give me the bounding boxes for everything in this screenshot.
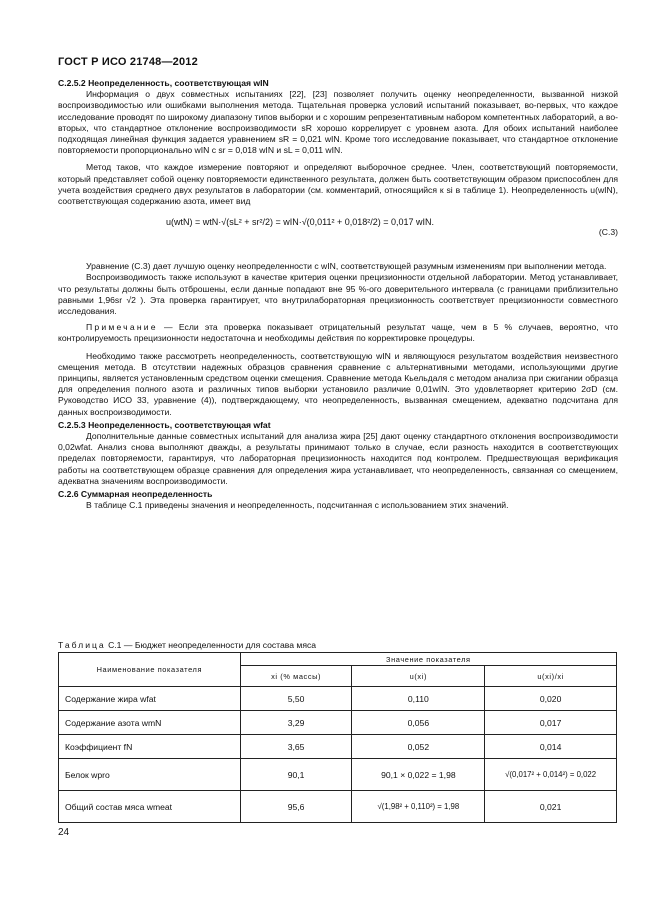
equation-number: (C.3) — [598, 227, 618, 238]
note — [58, 322, 618, 344]
table-cell: √(0,017² + 0,014²) = 0,022 — [485, 759, 617, 791]
table-cell: 0,021 — [485, 791, 617, 823]
page-number: 24 — [58, 827, 70, 838]
table-cell: 0,014 — [485, 735, 617, 759]
table-cell: 5,50 — [240, 687, 352, 711]
table-caption-text: С.1 — Бюджет неопределенности для состава мяса — [105, 640, 317, 650]
body-text — [58, 78, 618, 512]
paragraph: Воспроизводимость также используют в качестве критерия оценки прецизионности отдельной лаборатории. Метод устанавливает, что результаты должны быть отброшены, если данные попадают вне 95 %-ого доверительного интервала (с границами приблизительно равными 1,96sr √2 ). Эта проверка гарантирует, что внутрилабораторная прецизионность соответствует прецизионности совместного исследования. — [58, 272, 618, 317]
section-heading-c253: C.2.5.3 Неопределенность, соответствующая wfat — [58, 419, 271, 430]
table-cell: 90,1 — [240, 759, 352, 791]
table-row — [59, 687, 617, 711]
table-cell: 0,052 — [352, 735, 485, 759]
paragraph: Информация о двух совместных испытаниях [22], [23] позволяет получить оценку неопределенности, вызванной низкой воспроизводимостью или ошибками выполнения метода. Тщательная проверка условий испытаний показывает, во-первых, что каждое исследование проводят по широкому диапазону типов выборки и с хорошим репрезентативным набором компетентных лабораторий, а во-вторых, что стандартное отклонение воспроизводимости sR хорошо коррелирует с уровнем азота. Для обоих испытаний наиболее подходящая линейная функция задается уравнением sR = 0,021 wIN. Кроме того исследование показывает, что стандартное отклонение повторяемости пропорционально wIN с sr = 0,018 wIN и sL = 0,011 wIN. — [58, 89, 618, 156]
table-cell: 95,6 — [240, 791, 352, 823]
table-cell: 90,1 × 0,022 = 1,98 — [352, 759, 485, 791]
table-row — [59, 711, 617, 735]
table-row — [59, 791, 617, 823]
paragraph: Необходимо также рассмотреть неопределенность, соответствующую wIN и являющуюся результатом воздействия неизвестного смещения метода. В отсутствии надежных образцов сравнения сравнение с альтернативными методами, использующими другие принципы, является установленным средством оценки смещения. Сравнение метода Кьельдаля с методом анализа при сжигании образца для определения полного азота и различных типов выборки установило различие 0,01wIN. Это удовлетворяет критерию 2σD (см. Руководство ИСО 33, уравнение (4)), подтверждающему, что неопределенность, вызванная смещением, адекватно подсчитана для данных воспроизводимости. — [58, 350, 618, 417]
header-cell: u(xi) — [352, 666, 485, 687]
table-cell: Коэффициент fN — [59, 735, 241, 759]
standard-header: ГОСТ Р ИСО 21748—2012 — [58, 56, 198, 68]
paragraph: В таблице С.1 приведены значения и неопределенность, подсчитанная с использованием этих значений. — [86, 500, 509, 511]
header-cell: xi (% массы) — [240, 666, 352, 687]
header-cell: Наименование показателя — [59, 653, 241, 687]
note-label: Примечание — [86, 322, 158, 333]
paragraph: Уравнение (С.3) дает лучшую оценку неопределенности с wIN, соответствующей разумным изменениям при выполнении метода. — [86, 261, 607, 272]
table-cell: √(1,98² + 0,110²) = 1,98 — [352, 791, 485, 823]
table-cell: Общий состав мяса wmeat — [59, 791, 241, 823]
note-text: — Если эта проверка показывает отрицательный результат чаще, чем в 5 % случаев, вероятно, что контролируемость прецизионности недостаточна и необходимы действия по корректировке процедуры. — [58, 322, 618, 344]
paragraph: Метод таков, что каждое измерение повторяют и определяют выборочное среднее. Член, соответствующий повторяемости, который представляет собой оценку повторяемости единственного результата, должен быть соответствующим образом приспособлен для учета воздействия среднего двух результатов в лаборатории (см. комментарий, относящийся к si в таблице 1). Неопределенность u(wIN), соответствующая содержанию азота, имеет вид — [58, 162, 618, 207]
paragraph: Дополнительные данные совместных испытаний для анализа жира [25] дают оценку стандартного отклонения воспроизводимости 0,02wfat. Анализ снова выполняют дважды, а результаты принимают только в случае, если разность находится в соответствующих пределах повторяемости, гарантируя, что лабораторная прецизионность находится под контролем. Предшествующая верификация работы на соответствующем образце сравнения для определения жира устанавливает, что неопределенность, связанная со смещением, адекватна значениям воспроизводимости. — [58, 431, 618, 486]
table-cell: 0,017 — [485, 711, 617, 735]
section-heading-c26: C.2.6 Суммарная неопределенность — [58, 489, 213, 500]
uncertainty-budget-table — [58, 652, 617, 823]
table-cell: 0,020 — [485, 687, 617, 711]
table-cell: 3,65 — [240, 735, 352, 759]
table-caption-label: Таблица — [58, 640, 106, 650]
table-cell: Белок wpro — [59, 759, 241, 791]
table-caption — [58, 640, 316, 650]
table-cell: 3,29 — [240, 711, 352, 735]
table-row — [59, 759, 617, 791]
header-cell: Значение показателя — [240, 653, 616, 666]
table-cell: 0,110 — [352, 687, 485, 711]
table-cell: Содержание азота wmN — [59, 711, 241, 735]
formula-block — [58, 213, 618, 257]
header-cell: u(xi)/xi — [485, 666, 617, 687]
table-cell: 0,056 — [352, 711, 485, 735]
table-row — [59, 735, 617, 759]
section-heading-c252: C.2.5.2 Неопределенность, соответствующая wIN — [58, 78, 269, 88]
formula-c3: u(wtN) = wtN·√(sL² + sr²/2) = wIN·√(0,011² + 0,018²/2) = 0,017 wIN. — [166, 217, 435, 228]
table-cell: Содержание жира wfat — [59, 687, 241, 711]
